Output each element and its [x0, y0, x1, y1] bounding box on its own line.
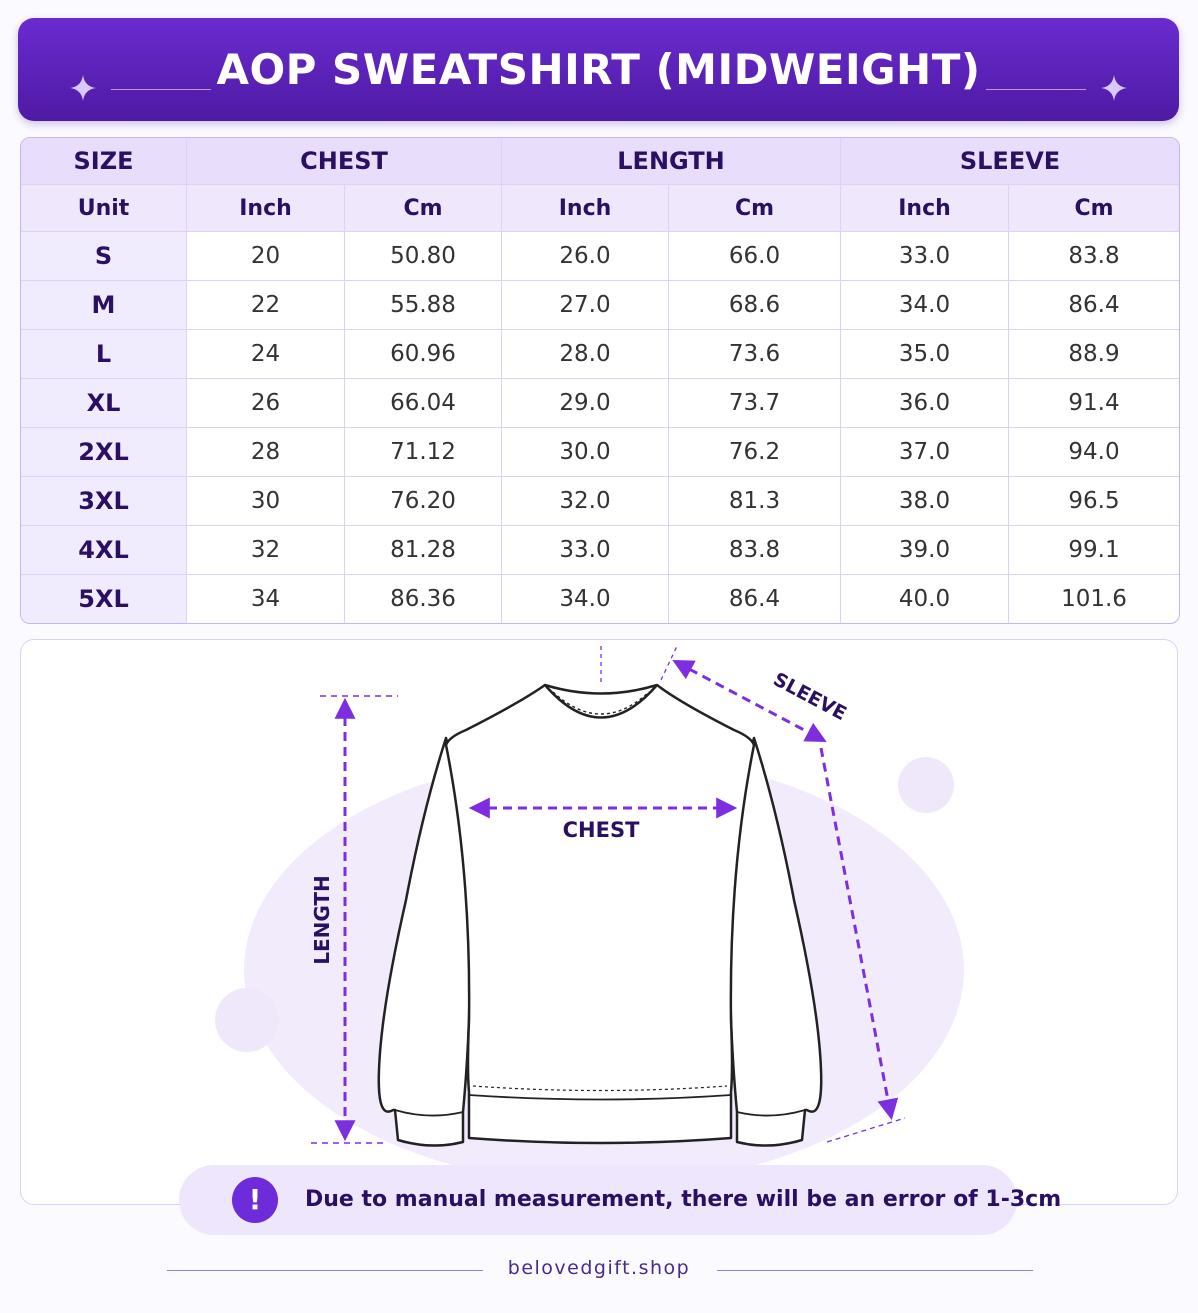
size-cell: M	[21, 281, 187, 330]
measurement-cell: 39.0	[841, 526, 1009, 575]
measurement-cell: 22	[187, 281, 345, 330]
measurement-cell: 40.0	[841, 575, 1009, 623]
measurement-cell: 36.0	[841, 379, 1009, 428]
measurement-cell: 33.0	[502, 526, 669, 575]
measurement-cell: 81.3	[669, 477, 841, 526]
measurement-notice	[179, 1165, 1062, 1235]
measurement-cell: 88.9	[1009, 330, 1179, 379]
measurement-cell: 73.7	[669, 379, 841, 428]
measurement-cell: 71.12	[345, 428, 502, 477]
measurement-cell: 37.0	[841, 428, 1009, 477]
length-label: LENGTH	[310, 875, 334, 965]
measurement-cell: 76.20	[345, 477, 502, 526]
size-cell: 2XL	[21, 428, 187, 477]
decor-circle	[898, 757, 954, 813]
measurement-cell: 26.0	[502, 232, 669, 281]
unit-header: Cm	[1009, 185, 1179, 232]
measurement-cell: 86.4	[669, 575, 841, 623]
table-unit-header-row	[21, 185, 1179, 232]
measurement-cell: 81.28	[345, 526, 502, 575]
measurement-cell: 32	[187, 526, 345, 575]
measurement-cell: 30.0	[502, 428, 669, 477]
table-row	[21, 575, 1179, 623]
sweatshirt-diagram-svg	[21, 640, 1177, 1204]
size-cell: XL	[21, 379, 187, 428]
page-title: AOP SWEATSHIRT (MIDWEIGHT)	[216, 45, 981, 94]
measurement-cell: 35.0	[841, 330, 1009, 379]
measurement-cell: 34.0	[841, 281, 1009, 330]
table-row	[21, 330, 1179, 379]
size-cell: 3XL	[21, 477, 187, 526]
sleeve-label: SLEEVE	[769, 668, 851, 726]
table-row	[21, 232, 1179, 281]
measurement-cell: 38.0	[841, 477, 1009, 526]
measurement-cell: 24	[187, 330, 345, 379]
exclamation-icon: !	[232, 1177, 278, 1223]
measurement-cell: 68.6	[669, 281, 841, 330]
measurement-cell: 29.0	[502, 379, 669, 428]
measurement-cell: 94.0	[1009, 428, 1179, 477]
measurement-cell: 33.0	[841, 232, 1009, 281]
decor-circle	[215, 988, 279, 1052]
table-row	[21, 379, 1179, 428]
measurement-cell: 34	[187, 575, 345, 623]
table-row	[21, 526, 1179, 575]
unit-header: Cm	[345, 185, 502, 232]
unit-label: Unit	[21, 185, 187, 232]
measurement-cell: 32.0	[502, 477, 669, 526]
title-banner	[18, 18, 1179, 121]
measurement-cell: 83.8	[1009, 232, 1179, 281]
measurement-cell: 86.4	[1009, 281, 1179, 330]
table-group-header-row	[21, 138, 1179, 185]
footer-site: belovedgift.shop	[507, 1257, 691, 1279]
measurement-cell: 34.0	[502, 575, 669, 623]
measurement-cell: 26	[187, 379, 345, 428]
banner-divider-right	[986, 89, 1086, 90]
measurement-cell: 73.6	[669, 330, 841, 379]
measurement-cell: 76.2	[669, 428, 841, 477]
sparkle-icon	[1099, 73, 1129, 103]
size-cell: L	[21, 330, 187, 379]
notice-text: Due to manual measurement, there will be an error of 1-3cm	[305, 1187, 1062, 1212]
measurement-cell: 28.0	[502, 330, 669, 379]
size-column-header: SIZE	[21, 138, 187, 185]
table-row	[21, 428, 1179, 477]
sweatshirt-outline	[379, 685, 821, 1146]
unit-header: Cm	[669, 185, 841, 232]
chest-label: CHEST	[562, 818, 640, 842]
size-chart-table	[20, 137, 1180, 624]
measurement-cell: 96.5	[1009, 477, 1179, 526]
length-group-header: LENGTH	[502, 138, 841, 185]
measurement-cell: 50.80	[345, 232, 502, 281]
size-cell: 5XL	[21, 575, 187, 623]
measurement-cell: 83.8	[669, 526, 841, 575]
sleeve-guide-shoulder	[661, 646, 677, 680]
size-cell: 4XL	[21, 526, 187, 575]
measurement-cell: 101.6	[1061, 586, 1127, 612]
measurement-cell: 99.1	[1009, 526, 1179, 575]
table-row	[21, 281, 1179, 330]
measurement-cell: 27.0	[502, 281, 669, 330]
unit-header: Inch	[841, 185, 1009, 232]
measurement-cell: 20	[187, 232, 345, 281]
table-row	[21, 477, 1179, 526]
footer-divider-right	[717, 1270, 1033, 1271]
measurement-cell: 66.04	[345, 379, 502, 428]
measurement-cell: 28	[187, 428, 345, 477]
size-cell: S	[21, 232, 187, 281]
measurement-diagram	[20, 639, 1178, 1205]
chest-group-header: CHEST	[187, 138, 502, 185]
unit-header: Inch	[187, 185, 345, 232]
measurement-cell: 60.96	[345, 330, 502, 379]
sleeve-group-header: SLEEVE	[841, 138, 1179, 185]
measurement-cell: 55.88	[345, 281, 502, 330]
unit-header: Inch	[502, 185, 669, 232]
measurement-cell: 91.4	[1009, 379, 1179, 428]
measurement-cell: 86.36	[345, 575, 502, 623]
measurement-cell: 66.0	[669, 232, 841, 281]
measurement-cell: 30	[187, 477, 345, 526]
